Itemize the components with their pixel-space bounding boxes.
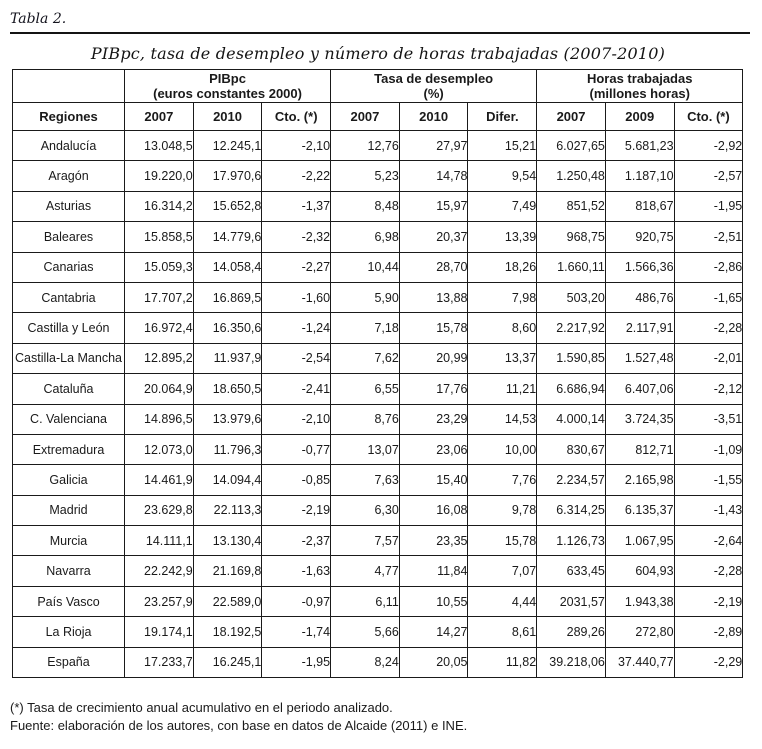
table-header [13, 70, 743, 131]
value-cell: 10,00 [468, 434, 537, 464]
value-cell: 1.187,10 [605, 161, 674, 191]
value-cell: -1,09 [674, 434, 743, 464]
value-cell: 16.245,1 [193, 647, 262, 677]
value-cell: 10,44 [331, 252, 400, 282]
value-cell: 812,71 [605, 434, 674, 464]
value-cell: 1.943,38 [605, 586, 674, 616]
value-cell: 23,06 [399, 434, 468, 464]
group-header-line2: (euros constantes 2000) [153, 86, 302, 101]
value-cell: 20,99 [399, 343, 468, 373]
value-cell: 23,29 [399, 404, 468, 434]
value-cell: 14.058,4 [193, 252, 262, 282]
value-cell: 16.350,6 [193, 313, 262, 343]
value-cell: -2,37 [262, 526, 331, 556]
value-cell: 19.174,1 [125, 617, 194, 647]
value-cell: 7,76 [468, 465, 537, 495]
table-row [13, 313, 743, 343]
table-row [13, 586, 743, 616]
value-cell: 7,98 [468, 282, 537, 312]
value-cell: 18.192,5 [193, 617, 262, 647]
value-cell: 19.220,0 [125, 161, 194, 191]
value-cell: -1,43 [674, 495, 743, 525]
group-header-cell [331, 70, 537, 103]
value-cell: 8,24 [331, 647, 400, 677]
value-cell: 18.650,5 [193, 374, 262, 404]
value-cell: 289,26 [537, 617, 606, 647]
column-header-cell: 2009 [605, 103, 674, 131]
value-cell: 5.681,23 [605, 131, 674, 161]
table-body [13, 131, 743, 678]
value-cell: -2,28 [674, 556, 743, 586]
value-cell: 14,27 [399, 617, 468, 647]
region-name-cell: País Vasco [13, 586, 125, 616]
table-row [13, 191, 743, 221]
value-cell: 13.130,4 [193, 526, 262, 556]
value-cell: 14.111,1 [125, 526, 194, 556]
corner-blank-cell [13, 70, 125, 103]
value-cell: 15,21 [468, 131, 537, 161]
value-cell: -1,60 [262, 282, 331, 312]
value-cell: -0,97 [262, 586, 331, 616]
regions-data-table [12, 69, 743, 678]
value-cell: -2,19 [262, 495, 331, 525]
value-cell: 6,11 [331, 586, 400, 616]
value-cell: 13,39 [468, 222, 537, 252]
value-cell: -2,10 [262, 131, 331, 161]
value-cell: 1.126,73 [537, 526, 606, 556]
value-cell: 17.707,2 [125, 282, 194, 312]
group-header-line2: (millones horas) [589, 86, 690, 101]
value-cell: 11.937,9 [193, 343, 262, 373]
value-cell: 17.233,7 [125, 647, 194, 677]
value-cell: 7,62 [331, 343, 400, 373]
column-header-row [13, 103, 743, 131]
value-cell: -1,37 [262, 191, 331, 221]
table-row [13, 131, 743, 161]
value-cell: 13,88 [399, 282, 468, 312]
value-cell: -1,63 [262, 556, 331, 586]
value-cell: 22.242,9 [125, 556, 194, 586]
table-row [13, 161, 743, 191]
column-header-cell: Regiones [13, 103, 125, 131]
table-row [13, 495, 743, 525]
value-cell: 15.059,3 [125, 252, 194, 282]
value-cell: -2,54 [262, 343, 331, 373]
value-cell: 14.779,6 [193, 222, 262, 252]
value-cell: -0,85 [262, 465, 331, 495]
value-cell: 16.972,4 [125, 313, 194, 343]
value-cell: 8,76 [331, 404, 400, 434]
value-cell: 11,21 [468, 374, 537, 404]
footnote-asterisk: (*) Tasa de crecimiento anual acumulativo en el periodo analizado. [10, 700, 393, 715]
value-cell: 16.869,5 [193, 282, 262, 312]
value-cell: 3.724,35 [605, 404, 674, 434]
value-cell: -2,41 [262, 374, 331, 404]
table-row [13, 343, 743, 373]
value-cell: -2,19 [674, 586, 743, 616]
value-cell: 830,67 [537, 434, 606, 464]
value-cell: 1.067,95 [605, 526, 674, 556]
group-header-cell [125, 70, 331, 103]
value-cell: 17,76 [399, 374, 468, 404]
value-cell: 15,40 [399, 465, 468, 495]
value-cell: 10,55 [399, 586, 468, 616]
value-cell: -2,22 [262, 161, 331, 191]
value-cell: 20.064,9 [125, 374, 194, 404]
value-cell: 5,66 [331, 617, 400, 647]
value-cell: 9,78 [468, 495, 537, 525]
value-cell: 15,78 [468, 526, 537, 556]
region-name-cell: La Rioja [13, 617, 125, 647]
value-cell: 2.117,91 [605, 313, 674, 343]
value-cell: 22.113,3 [193, 495, 262, 525]
value-cell: 15,78 [399, 313, 468, 343]
value-cell: -1,95 [674, 191, 743, 221]
value-cell: 6,30 [331, 495, 400, 525]
group-header-line1: PIBpc [209, 70, 246, 86]
value-cell: 604,93 [605, 556, 674, 586]
value-cell: 503,20 [537, 282, 606, 312]
group-header-line2: (%) [423, 86, 444, 101]
value-cell: 12,76 [331, 131, 400, 161]
group-header-cell [537, 70, 743, 103]
value-cell: 2.165,98 [605, 465, 674, 495]
value-cell: 13.979,6 [193, 404, 262, 434]
value-cell: 12.245,1 [193, 131, 262, 161]
value-cell: 2.234,57 [537, 465, 606, 495]
value-cell: 6,98 [331, 222, 400, 252]
value-cell: -2,89 [674, 617, 743, 647]
value-cell: 1.527,48 [605, 343, 674, 373]
value-cell: -2,01 [674, 343, 743, 373]
value-cell: 14,78 [399, 161, 468, 191]
region-name-cell: Extremadura [13, 434, 125, 464]
value-cell: 20,05 [399, 647, 468, 677]
table-row [13, 282, 743, 312]
value-cell: 4.000,14 [537, 404, 606, 434]
value-cell: 39.218,06 [537, 647, 606, 677]
value-cell: 4,44 [468, 586, 537, 616]
value-cell: 6.407,06 [605, 374, 674, 404]
value-cell: 13,07 [331, 434, 400, 464]
table-row [13, 434, 743, 464]
value-cell: 6.314,25 [537, 495, 606, 525]
region-name-cell: Baleares [13, 222, 125, 252]
region-name-cell: Navarra [13, 556, 125, 586]
value-cell: 1.590,85 [537, 343, 606, 373]
value-cell: 6.686,94 [537, 374, 606, 404]
region-name-cell: C. Valenciana [13, 404, 125, 434]
value-cell: 13,37 [468, 343, 537, 373]
value-cell: 18,26 [468, 252, 537, 282]
value-cell: 8,60 [468, 313, 537, 343]
value-cell: -1,95 [262, 647, 331, 677]
table-row [13, 404, 743, 434]
region-name-cell: Madrid [13, 495, 125, 525]
footnotes [10, 699, 467, 736]
value-cell: -2,12 [674, 374, 743, 404]
region-name-cell: Asturias [13, 191, 125, 221]
value-cell: -2,86 [674, 252, 743, 282]
value-cell: 1.660,11 [537, 252, 606, 282]
table-row [13, 647, 743, 677]
value-cell: 17.970,6 [193, 161, 262, 191]
value-cell: 11.796,3 [193, 434, 262, 464]
value-cell: 11,82 [468, 647, 537, 677]
value-cell: 486,76 [605, 282, 674, 312]
value-cell: -2,57 [674, 161, 743, 191]
value-cell: 22.589,0 [193, 586, 262, 616]
table-row [13, 465, 743, 495]
value-cell: 7,49 [468, 191, 537, 221]
value-cell: 14.094,4 [193, 465, 262, 495]
value-cell: 920,75 [605, 222, 674, 252]
value-cell: -1,24 [262, 313, 331, 343]
value-cell: 5,23 [331, 161, 400, 191]
region-name-cell: Cataluña [13, 374, 125, 404]
region-name-cell: Castilla y León [13, 313, 125, 343]
value-cell: 15.858,5 [125, 222, 194, 252]
value-cell: 23,35 [399, 526, 468, 556]
column-header-cell: Cto. (*) [262, 103, 331, 131]
value-cell: 851,52 [537, 191, 606, 221]
value-cell: 27,97 [399, 131, 468, 161]
value-cell: 28,70 [399, 252, 468, 282]
value-cell: -2,32 [262, 222, 331, 252]
caption-divider [10, 32, 750, 34]
value-cell: 23.257,9 [125, 586, 194, 616]
region-name-cell: Castilla-La Mancha [13, 343, 125, 373]
column-header-cell: 2007 [537, 103, 606, 131]
value-cell: 16,08 [399, 495, 468, 525]
value-cell: 2.217,92 [537, 313, 606, 343]
value-cell: 15.652,8 [193, 191, 262, 221]
value-cell: -1,55 [674, 465, 743, 495]
value-cell: 6.135,37 [605, 495, 674, 525]
value-cell: -1,74 [262, 617, 331, 647]
value-cell: 13.048,5 [125, 131, 194, 161]
value-cell: 818,67 [605, 191, 674, 221]
value-cell: 1.250,48 [537, 161, 606, 191]
column-header-cell: 2010 [193, 103, 262, 131]
value-cell: 11,84 [399, 556, 468, 586]
region-name-cell: Murcia [13, 526, 125, 556]
table-row [13, 252, 743, 282]
value-cell: 9,54 [468, 161, 537, 191]
group-header-row [13, 70, 743, 103]
value-cell: 12.073,0 [125, 434, 194, 464]
value-cell: 8,61 [468, 617, 537, 647]
value-cell: 15,97 [399, 191, 468, 221]
column-header-cell: Difer. [468, 103, 537, 131]
value-cell: -3,51 [674, 404, 743, 434]
value-cell: 12.895,2 [125, 343, 194, 373]
column-header-cell: Cto. (*) [674, 103, 743, 131]
table-row [13, 526, 743, 556]
value-cell: 272,80 [605, 617, 674, 647]
value-cell: -2,27 [262, 252, 331, 282]
value-cell: -2,51 [674, 222, 743, 252]
value-cell: 21.169,8 [193, 556, 262, 586]
value-cell: 20,37 [399, 222, 468, 252]
region-name-cell: Aragón [13, 161, 125, 191]
value-cell: 14.461,9 [125, 465, 194, 495]
value-cell: 8,48 [331, 191, 400, 221]
value-cell: 2031,57 [537, 586, 606, 616]
region-name-cell: Galicia [13, 465, 125, 495]
region-name-cell: Canarias [13, 252, 125, 282]
value-cell: 4,77 [331, 556, 400, 586]
value-cell: 7,18 [331, 313, 400, 343]
value-cell: -0,77 [262, 434, 331, 464]
value-cell: 6.027,65 [537, 131, 606, 161]
table-number-caption: Tabla 2. [10, 11, 67, 27]
value-cell: 7,57 [331, 526, 400, 556]
value-cell: 968,75 [537, 222, 606, 252]
table-title: PIBpc, tasa de desempleo y número de horas trabajadas (2007-2010) [90, 44, 666, 63]
column-header-cell: 2010 [399, 103, 468, 131]
value-cell: -2,64 [674, 526, 743, 556]
value-cell: -2,28 [674, 313, 743, 343]
table-row [13, 374, 743, 404]
value-cell: 5,90 [331, 282, 400, 312]
table-row [13, 617, 743, 647]
value-cell: 37.440,77 [605, 647, 674, 677]
table-row [13, 222, 743, 252]
column-header-cell: 2007 [125, 103, 194, 131]
region-name-cell: Andalucía [13, 131, 125, 161]
value-cell: -2,92 [674, 131, 743, 161]
value-cell: 14.896,5 [125, 404, 194, 434]
region-name-cell: Cantabria [13, 282, 125, 312]
value-cell: 1.566,36 [605, 252, 674, 282]
value-cell: 7,07 [468, 556, 537, 586]
value-cell: -1,65 [674, 282, 743, 312]
value-cell: 633,45 [537, 556, 606, 586]
group-header-line1: Horas trabajadas [586, 70, 693, 86]
table-row [13, 556, 743, 586]
value-cell: 14,53 [468, 404, 537, 434]
value-cell: -2,10 [262, 404, 331, 434]
value-cell: 16.314,2 [125, 191, 194, 221]
group-header-line1: Tasa de desempleo [374, 70, 494, 86]
footnote-source: Fuente: elaboración de los autores, con base en datos de Alcaide (2011) e INE. [10, 718, 468, 734]
value-cell: 23.629,8 [125, 495, 194, 525]
region-name-cell: España [13, 647, 125, 677]
value-cell: -2,29 [674, 647, 743, 677]
value-cell: 6,55 [331, 374, 400, 404]
value-cell: 7,63 [331, 465, 400, 495]
column-header-cell: 2007 [331, 103, 400, 131]
